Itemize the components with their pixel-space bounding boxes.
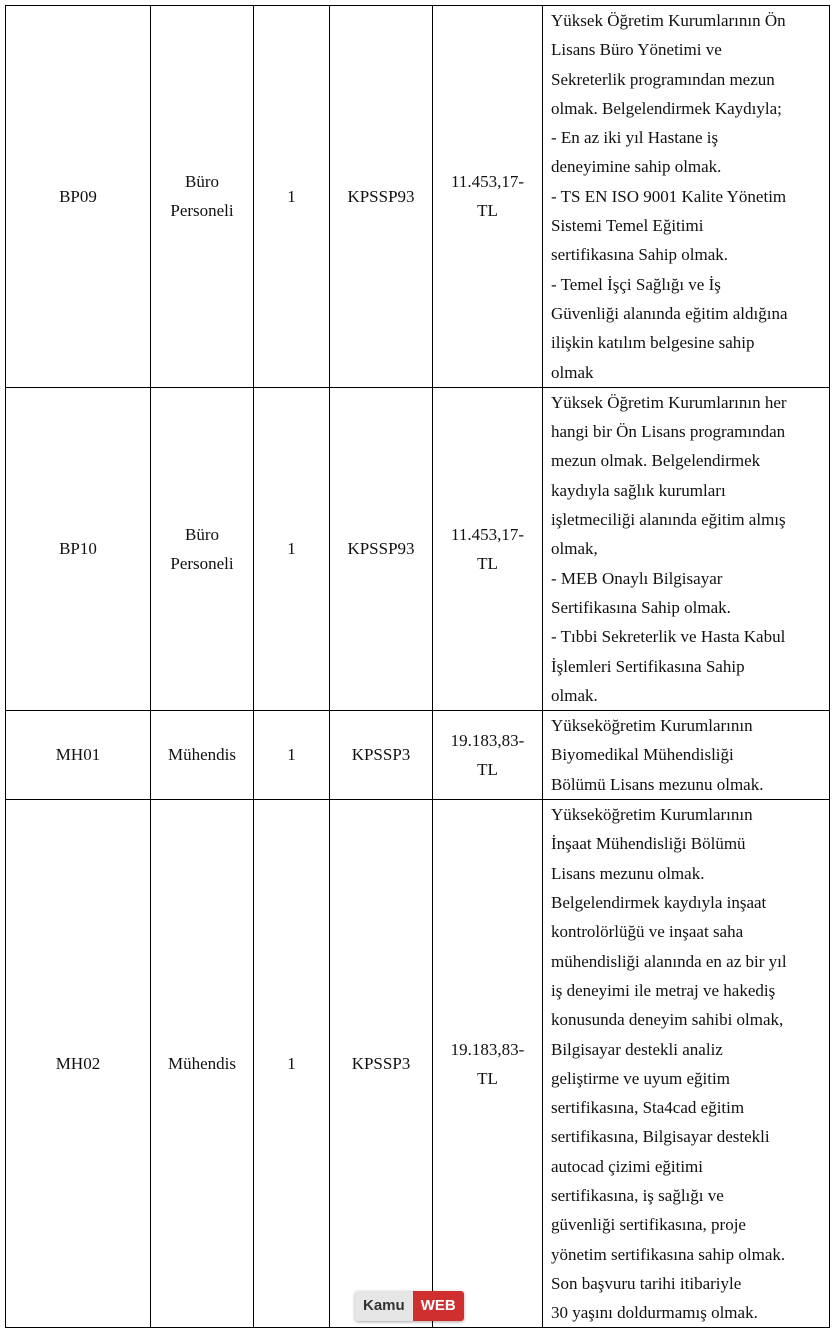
- salary: [433, 387, 543, 710]
- position-count-text: 1: [287, 745, 296, 765]
- requirement-line: autocad çizimi eğitimi: [551, 1156, 704, 1176]
- requirement-line: kaydıyla sağlık kurumları: [551, 480, 726, 500]
- table-row: [6, 711, 830, 800]
- table-row: [6, 387, 830, 710]
- requirement-line: mühendisliği alanında en az bir yıl: [551, 951, 787, 971]
- kpss-type-text: KPSSP3: [351, 1054, 411, 1074]
- requirement-line: olmak. Belgelendirmek Kaydıyla;: [551, 98, 782, 118]
- requirement-line: mezun olmak. Belgelendirmek: [551, 451, 761, 471]
- requirement-line: olmak.: [551, 685, 598, 705]
- position-title-line: Personeli: [170, 553, 234, 573]
- requirements: [543, 800, 830, 1328]
- table-row: [6, 6, 830, 388]
- position-title: [151, 711, 254, 800]
- position-count-text: 1: [287, 186, 296, 206]
- salary-line: TL: [477, 553, 498, 573]
- position-code: [6, 711, 151, 800]
- salary-line: TL: [477, 1068, 498, 1088]
- table-row: [6, 800, 830, 1328]
- requirements: [543, 711, 830, 800]
- kpss-type: [330, 800, 433, 1328]
- requirement-line: sertifikasına, Bilgisayar destekli: [551, 1127, 770, 1147]
- salary-line: TL: [477, 201, 498, 221]
- position-title: [151, 800, 254, 1328]
- position-count: [254, 6, 330, 388]
- kpss-type: [330, 711, 433, 800]
- requirement-line: - Tıbbi Sekreterlik ve Hasta Kabul: [551, 627, 786, 647]
- kpss-type: [330, 387, 433, 710]
- requirement-line: kontrolörlüğü ve inşaat saha: [551, 922, 744, 942]
- position-code: [6, 6, 151, 388]
- watermark-logo: [355, 1291, 464, 1321]
- position-code-text: MH02: [55, 1054, 101, 1074]
- requirement-line: hangi bir Ön Lisans programından: [551, 422, 786, 442]
- requirement-line: Biyomedikal Mühendisliği: [551, 745, 734, 765]
- requirement-line: Sekreterlik programından mezun: [551, 69, 775, 89]
- requirement-line: konusunda deneyim sahibi olmak,: [551, 1010, 784, 1030]
- requirement-line: - Temel İşçi Sağlığı ve İş: [551, 274, 721, 294]
- requirement-line: olmak,: [551, 539, 598, 559]
- requirement-line: Yükseköğretim Kurumlarının: [551, 716, 753, 736]
- position-title-line: Personeli: [170, 201, 234, 221]
- requirement-line: Yüksek Öğretim Kurumlarının Ön: [551, 11, 786, 30]
- position-code: [6, 800, 151, 1328]
- position-title-line: Büro: [185, 524, 219, 544]
- requirement-line: işletmeciliği alanında eğitim almış: [551, 510, 786, 530]
- salary: [433, 6, 543, 388]
- requirement-line: sertifikasına, Sta4cad eğitim: [551, 1098, 745, 1118]
- kpss-type: [330, 6, 433, 388]
- position-count-text: 1: [287, 539, 296, 559]
- requirement-line: sertifikasına, iş sağlığı ve: [551, 1185, 724, 1205]
- position-code-text: BP09: [59, 186, 97, 206]
- requirement-line: olmak: [551, 362, 594, 382]
- requirement-line: geliştirme ve uyum eğitim: [551, 1068, 730, 1088]
- requirement-line: - En az iki yıl Hastane iş: [551, 128, 719, 148]
- salary-line: 11.453,17-: [450, 172, 525, 192]
- requirement-line: Sistemi Temel Eğitimi: [551, 216, 704, 236]
- requirement-line: - MEB Onaylı Bilgisayar: [551, 568, 723, 588]
- requirement-line: İnşaat Mühendisliği Bölümü: [551, 834, 746, 854]
- position-code-text: MH01: [55, 745, 101, 765]
- requirement-line: Lisans mezunu olmak.: [551, 863, 705, 883]
- requirement-line: - TS EN ISO 9001 Kalite Yönetim: [551, 186, 787, 206]
- requirement-line: iş deneyimi ile metraj ve hakediş: [551, 980, 776, 1000]
- requirement-line: Yükseköğretim Kurumlarının: [551, 805, 753, 825]
- requirement-line: Yüksek Öğretim Kurumlarının her: [551, 392, 787, 412]
- requirement-line: Son başvuru tarihi itibariyle: [551, 1273, 742, 1293]
- requirement-line: Lisans Büro Yönetimi ve: [551, 40, 722, 60]
- watermark-web: WEB: [413, 1291, 464, 1321]
- kpss-type-text: KPSSP3: [351, 745, 411, 765]
- salary-line: 19.183,83-: [450, 730, 525, 750]
- position-count-text: 1: [287, 1054, 296, 1074]
- position-title: [151, 387, 254, 710]
- requirements: [543, 387, 830, 710]
- position-title-line: Mühendis: [168, 745, 236, 765]
- requirement-line: güvenliği sertifikasına, proje: [551, 1215, 746, 1235]
- watermark-kamu: Kamu: [355, 1291, 413, 1321]
- requirement-line: Belgelendirmek kaydıyla inşaat: [551, 893, 767, 913]
- requirement-line: Sertifikasına Sahip olmak.: [551, 597, 731, 617]
- requirement-line: Güvenliği alanında eğitim aldığına: [551, 303, 788, 323]
- requirement-line: deneyimine sahip olmak.: [551, 157, 722, 177]
- salary-line: TL: [477, 760, 498, 780]
- requirement-line: 30 yaşını doldurmamış olmak.: [551, 1303, 758, 1323]
- position-title-line: Büro: [185, 172, 219, 192]
- position-code-text: BP10: [59, 539, 97, 559]
- positions-table: [5, 5, 830, 1328]
- salary: [433, 800, 543, 1328]
- kpss-type-text: KPSSP93: [347, 539, 415, 559]
- salary-line: 19.183,83-: [450, 1039, 525, 1059]
- position-count: [254, 711, 330, 800]
- position-count: [254, 800, 330, 1328]
- requirements: [543, 6, 830, 388]
- requirement-line: Bilgisayar destekli analiz: [551, 1039, 723, 1059]
- position-title: [151, 6, 254, 388]
- salary-line: 11.453,17-: [450, 524, 525, 544]
- requirement-line: İşlemleri Sertifikasına Sahip: [551, 656, 745, 676]
- requirement-line: ilişkin katılım belgesine sahip: [551, 333, 755, 353]
- position-code: [6, 387, 151, 710]
- salary: [433, 711, 543, 800]
- requirement-line: yönetim sertifikasına sahip olmak.: [551, 1244, 786, 1264]
- requirement-line: sertifikasına Sahip olmak.: [551, 245, 729, 265]
- position-title-line: Mühendis: [168, 1054, 236, 1074]
- requirement-line: Bölümü Lisans mezunu olmak.: [551, 774, 764, 794]
- kpss-type-text: KPSSP93: [347, 186, 415, 206]
- position-count: [254, 387, 330, 710]
